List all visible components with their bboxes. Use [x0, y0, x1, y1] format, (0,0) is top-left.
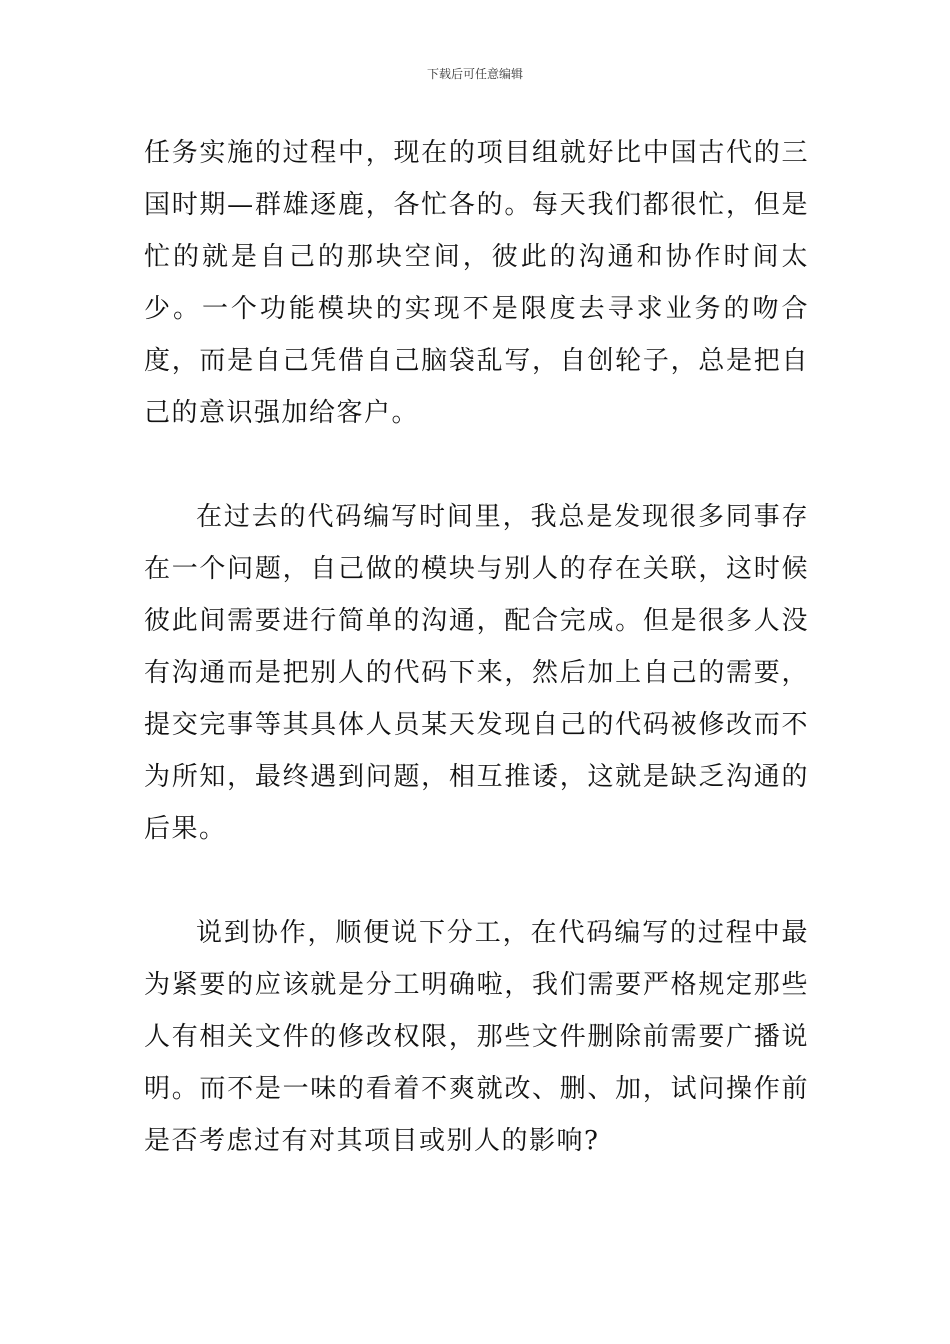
page-header-note: 下载后可任意编辑: [426, 67, 523, 81]
paragraph-1: 任务实施的过程中，现在的项目组就好比中国古代的三国时期—群雄逐鹿，各忙各的。每天我们都很忙，但是忙的就是自己的那块空间，彼此的沟通和协作时间太少。一个功能模块的实现不是限度去寻求业务的吻合度，而是自己凭借自己脑袋乱写，自创轮子，总是把自己的意识强加给客户。: [144, 138, 809, 428]
document-body: [144, 127, 809, 1167]
paragraph-2: 在过去的代码编写时间里，我总是发现很多同事存在一个问题，自己做的模块与别人的存在关联，这时候彼此间需要进行简单的沟通，配合完成。但是很多人没有沟通而是把别人的代码下来，然后加上自己的需要，提交完事等其具体人员某天发现自己的代码被修改而不为所知，最终遇到问题，相互推诿，这就是缺乏沟通的后果。: [144, 502, 809, 844]
paragraph-3: 说到协作，顺便说下分工，在代码编写的过程中最为紧要的应该就是分工明确啦，我们需要严格规定那些人有相关文件的修改权限，那些文件删除前需要广播说明。而不是一味的看着不爽就改、删、加，试问操作前是否考虑过有对其项目或别人的影响?: [144, 918, 809, 1156]
